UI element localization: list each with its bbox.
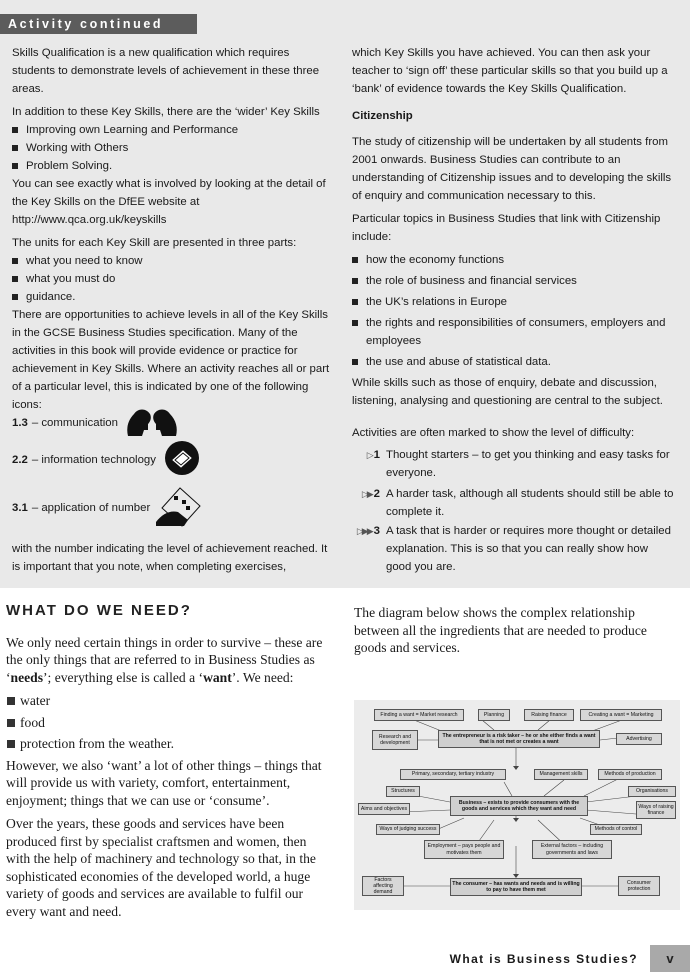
diagram-box: Research and development (372, 730, 418, 750)
diagram-box: Aims and objectives (358, 803, 410, 815)
paragraph (6, 634, 334, 687)
text: We only need certain things in order to survive – these are the only things that are referred to in Business Studies as ‘ (6, 634, 323, 685)
skill-number: 3.1 (12, 501, 28, 514)
skill-label: – application of number (31, 501, 151, 514)
page-footer (450, 945, 690, 972)
page-number: v (650, 945, 690, 972)
list-item: protection from the weather. (6, 735, 334, 753)
arrow-icon: ▷ (366, 450, 372, 460)
needs-term: needs (10, 669, 44, 685)
parts-list (12, 252, 330, 306)
difficulty-number: 1 (373, 449, 380, 461)
diagram-box: Primary, secondary, tertiary industry (400, 769, 506, 780)
diagram-intro: The diagram below shows the complex relationship between all the ingredients that are needed to produce goods and services. (354, 605, 647, 655)
list-item: Improving own Learning and Performance (12, 121, 330, 139)
paragraph: Particular topics in Business Studies that link with Citizenship include: (352, 213, 661, 243)
diagram-box: Factors affecting demand (362, 876, 404, 896)
paragraph: Skills Qualification is a new qualification which requires students to demonstrate levels of achievement in these three areas. (12, 47, 320, 95)
two-heads-icon (124, 404, 180, 441)
diagram-box: Consumer protection (618, 876, 660, 896)
difficulty-number: 3 (373, 525, 380, 537)
difficulty-level-2 (354, 485, 674, 521)
activity-left-continued (12, 540, 330, 576)
list-item: the rights and responsibilities of consumers, employers and employees (352, 314, 674, 350)
activity-left-column (12, 44, 330, 419)
paragraph: which Key Skills you have achieved. You can then ask your teacher to ‘sign off’ these particular skills so that you build up a ‘bank’ of evidence towards the Key Skills Qualification. (352, 47, 668, 95)
arrow-icon: ▷▶▶ (356, 526, 372, 536)
diagram-box-business: Business – exists to provide consumers with the goods and services which they want and need (450, 796, 588, 816)
paragraph: You can see exactly what is involved by looking at the detail of the Key Skills on the DfEE website at http://www.qca.org.uk/keyskills (12, 178, 326, 226)
diagram-box: Ways of judging success (376, 824, 440, 835)
difficulty-marker (354, 522, 386, 576)
activity-right-column (352, 44, 674, 447)
difficulty-text: Thought starters – to get you thinking and easy tasks for everyone. (386, 449, 670, 479)
diagram-box: Management skills (534, 769, 588, 780)
calculator-hand-icon (154, 484, 206, 531)
wider-skills-list (12, 121, 330, 175)
arrow-icon: ▷▶ (361, 489, 372, 499)
paragraph: The units for each Key Skill are presented in three parts: (12, 237, 297, 249)
list-item: water (6, 692, 334, 710)
paragraph: The study of citizenship will be undertaken by all students from 2001 onwards. Business Studies can contribute to an understanding of Citizenship issues and to developing the skills of enquiry and communication necessary to this. (352, 136, 672, 202)
paragraph: There are opportunities to achieve levels in all of the Key Skills in the GCSE Business Studies specification. Many of the activities in this book will provide evidence or practice for achievement in Key Skills. Where an activity reaches all or part of a particular level, this is indicated by one of the following icons: (12, 309, 330, 411)
text: ’; everything else is called a ‘ (43, 669, 204, 685)
diagram-box: Structures (386, 786, 420, 797)
diagram-box-consumer: The consumer – has wants and needs and is willing to pay to have them met (450, 878, 582, 896)
diagram-box: Creating a want = Marketing (580, 709, 662, 721)
key-skill-communication (12, 404, 180, 441)
difficulty-level-1 (354, 446, 674, 482)
citizenship-topics-list (352, 251, 674, 371)
diagram-box: Ways of raising finance (636, 801, 676, 819)
paragraph: While skills such as those of enquiry, debate and discussion, listening, analysing and questioning are central to the subject. (352, 377, 663, 407)
skill-number: 1.3 (12, 416, 28, 429)
list-item: what you need to know (12, 252, 330, 270)
citizenship-heading: Citizenship (352, 110, 413, 122)
activity-header: Activity continued (0, 14, 197, 34)
needs-list (6, 692, 334, 753)
paragraph: Activities are often marked to show the level of difficulty: (352, 427, 635, 439)
list-item: the use and abuse of statistical data. (352, 353, 674, 371)
skill-label: – communication (31, 416, 118, 429)
diagram-box: Organisations (628, 786, 676, 797)
key-skill-it (12, 440, 200, 479)
diagram-box: Finding a want = Market research (374, 709, 464, 721)
needs-section (6, 602, 334, 926)
business-diagram (354, 700, 680, 910)
paragraph: In addition to these Key Skills, there are the ‘wider’ Key Skills (12, 106, 320, 118)
key-skill-number (12, 484, 206, 531)
difficulty-text: A harder task, although all students should still be able to complete it. (386, 488, 674, 518)
list-item: guidance. (12, 288, 330, 306)
diagram-box: Advertising (616, 733, 662, 745)
list-item: Working with Others (12, 139, 330, 157)
list-item: the UK’s relations in Europe (352, 293, 674, 311)
diagram-box: External factors – including governments and laws (532, 840, 612, 859)
diagram-box: Methods of control (590, 824, 642, 835)
list-item: Problem Solving. (12, 157, 330, 175)
text: ’. We need: (231, 669, 294, 685)
want-term: want (203, 669, 232, 685)
diagram-box-entrepreneur: The entrepreneur is a risk taker – he or she either finds a want that is not met or creates a want (438, 730, 600, 748)
paragraph: However, we also ‘want’ a lot of other things – things that will provide us with variety, comfort, entertainment, enjoyment; things that we can use or ‘consume’. (6, 757, 322, 808)
skill-number: 2.2 (12, 453, 28, 466)
mouse-icon (164, 440, 200, 479)
difficulty-marker (354, 485, 386, 521)
difficulty-marker (354, 446, 386, 482)
running-title: What is Business Studies? (449, 951, 638, 966)
section-heading: WHAT DO WE NEED? (6, 602, 192, 619)
skill-label: – information technology (31, 453, 156, 466)
list-item: the role of business and financial services (352, 272, 674, 290)
difficulty-text: A task that is harder or requires more thought or detailed explanation. This is so that you can really show how good you are. (386, 525, 671, 573)
paragraph: with the number indicating the level of achievement reached. It is important that you note, when completing exercises, (12, 543, 328, 573)
diagram-box: Methods of production (598, 769, 662, 780)
difficulty-level-3 (354, 522, 674, 576)
diagram-box: Employment – pays people and motivates them (424, 840, 504, 859)
list-item: what you must do (12, 270, 330, 288)
diagram-box: Planning (478, 709, 510, 721)
diagram-box: Raising finance (524, 709, 574, 721)
paragraph: Over the years, these goods and services have been produced first by specialist craftsmen and women, then with the help of machinery and technology so that, in the sophisticated economies of the developed world, a huge variety of goods and services are available to fulfil our every want and need. (6, 816, 316, 919)
list-item: food (6, 714, 334, 732)
difficulty-number: 2 (373, 488, 380, 500)
list-item: how the economy functions (352, 251, 674, 269)
